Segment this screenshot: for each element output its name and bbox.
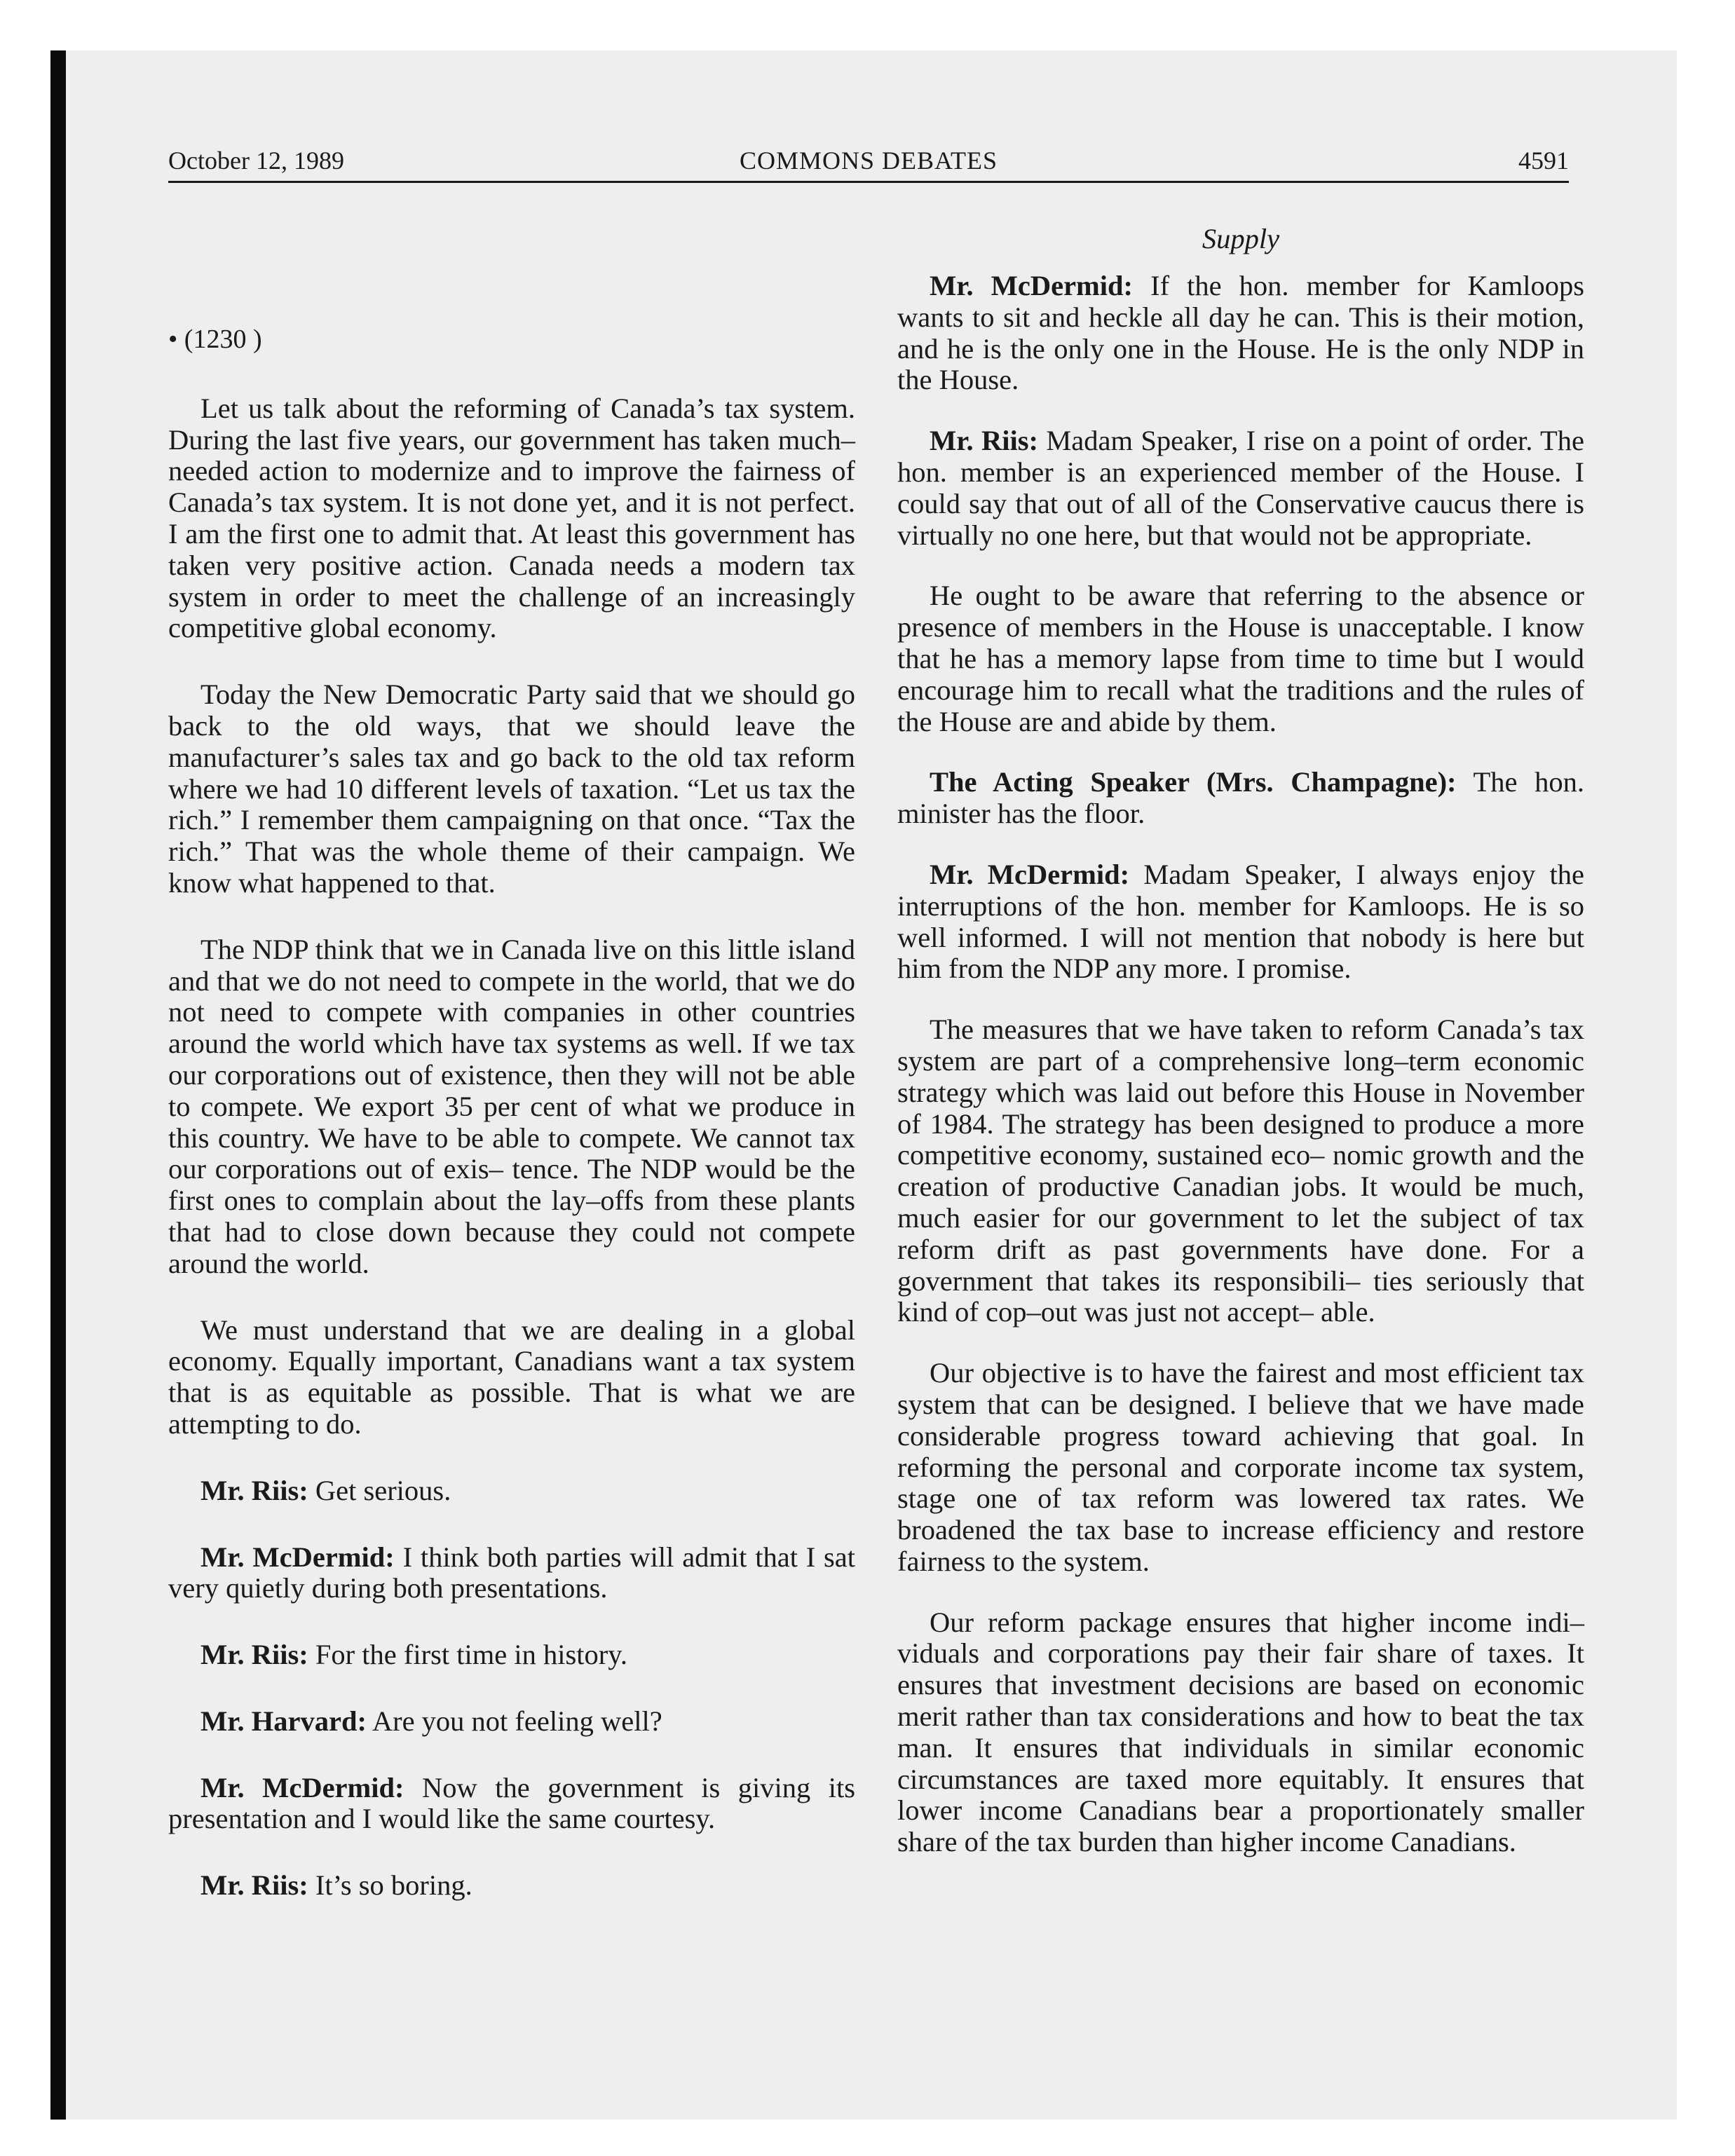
speaker-name: Mr. Riis: [200, 1639, 308, 1671]
paragraph-text: I think both parties will admit that I sat very quietly during both presentations. [168, 1541, 855, 1604]
paragraph-text: Today the New Democratic Party said that we should go back to the old ways, that we should leave the manufacturer’s sales tax and go back to the old tax reform where we had 10 different levels of taxation. “Let us tax the rich.” I remember them campaigning on that once. “Tax the rich.” That was the whole theme of their campaign. We know what happened to that. [168, 678, 855, 899]
speaker-name: Mr. Riis: [200, 1474, 308, 1506]
binding-edge-shadow [50, 50, 66, 2120]
paragraph-text: It’s so boring. [308, 1869, 472, 1902]
paragraph-text: The measures that we have taken to reform Canada’s tax system are part of a comprehensive long–term economic strategy which was laid out before this House in November of 1984. The strategy has been designed to produce a more competitive economy, sustained eco– nomic growth and the creation of productive Canadian jobs. It would be much, much easier for our government to let the subject of tax reform drift as past governments have done. For a government that takes its responsibili– ties seriously that kind of cop–out was just not accept– able. [897, 1014, 1584, 1328]
header-journal-title: COMMONS DEBATES [739, 146, 998, 175]
paragraph-text: Get serious. [308, 1474, 451, 1506]
paragraph-text: The hon. minister has the floor. [897, 766, 1584, 830]
paragraph-text: For the first time in history. [308, 1639, 627, 1671]
paragraph-text: Our reform package ensures that higher income indi– viduals and corporations pay their fair share of taxes. It ensures that investment decisions are based on economic merit rather than tax considerations and how to beat the tax man. It ensures that individuals in similar economic circumstances are taxed more equitably. It ensures that lower income Canadians bear a proportionately smaller share of the tax burden than higher income Canadians. [897, 1606, 1584, 1858]
paragraph-text: If the hon. member for Kamloops wants to sit and heckle all day he can. This is their motion, and he is the only one in the House. He is the only NDP in the House. [897, 270, 1584, 396]
header-rule [168, 181, 1569, 183]
header-page-number: 4591 [1518, 146, 1569, 175]
speaker-name: Mr. McDermid: [930, 858, 1130, 890]
speech-paragraph [897, 767, 1584, 830]
speech-paragraph [897, 271, 1584, 396]
paragraph [897, 580, 1584, 737]
header-date: October 12, 1989 [168, 146, 344, 175]
speaker-name: Mr. Harvard: [200, 1705, 367, 1737]
section-heading-spacer [168, 221, 855, 257]
left-column [168, 210, 855, 1937]
right-column [897, 210, 1584, 1888]
time-stamp: • (1230 ) [168, 325, 262, 354]
paragraph [897, 1358, 1584, 1578]
paragraph-text: We must understand that we are dealing in a global economy. Equally important, Canadians want a tax system that is as equitable as possible. That is what we are attempting to do. [168, 1314, 855, 1440]
paragraph-text: Now the government is giving its presentation and I would like the same courtesy. [168, 1771, 855, 1835]
speaker-name: Mr. McDermid: [200, 1771, 404, 1803]
paragraph [168, 679, 855, 899]
paragraph [897, 1607, 1584, 1858]
speech-paragraph [168, 1475, 855, 1507]
speech-paragraph [168, 1706, 855, 1738]
speaker-name: Mr. McDermid: [930, 270, 1134, 301]
paragraph-text: Madam Speaker, I always enjoy the interruptions of the hon. member for Kamloops. He is so well informed. I will not mention that nobody is here but him from the NDP any more. I promise. [897, 858, 1585, 985]
speech-paragraph [168, 1870, 855, 1902]
paragraph-text: Madam Speaker, I rise on a point of order. The hon. member is an experienced member of the House. I could say that out of all of the Conservative caucus there is virtually no one here, but that would not be appropriate. [897, 425, 1584, 551]
paragraph [168, 1315, 855, 1440]
speech-paragraph [168, 1773, 855, 1836]
speaker-name: Mr. Riis: [200, 1869, 308, 1902]
paragraph [168, 393, 855, 644]
speaker-name: Mr. McDermid: [200, 1541, 395, 1573]
paragraph-text: Let us talk about the reforming of Canada’s tax system. During the last five years, our government has taken much–needed action to modernize and to improve the fairness of Canada’s tax system. It is not done yet, and it is not perfect. I am the first one to admit that. At least this government has taken very positive action. Canada needs a modern tax system in order to meet the challenge of an increasingly competitive global economy. [168, 392, 855, 644]
section-heading: Supply [1202, 223, 1280, 254]
speaker-name: Mr. Riis: [930, 425, 1038, 457]
speech-paragraph [897, 859, 1584, 985]
speech-paragraph [168, 1639, 855, 1671]
speech-paragraph [897, 425, 1584, 551]
speech-paragraph [168, 1542, 855, 1605]
paragraph-text: The NDP think that we in Canada live on this little island and that we do not need to compete in the world, that we do not need to compete with companies in other countries around the world which have tax systems as well. If we tax our corporations out of existence, then they will not be able to compete. We export 35 per cent of what we produce in this country. We have to be able to compete. We cannot tax our corporations out of exis– tence. The NDP would be the first ones to complain about the lay–offs from these plants that had to close down because they could not compete around the world. [168, 933, 855, 1279]
paragraph [168, 934, 855, 1280]
speaker-name: The Acting Speaker (Mrs. Champagne): [930, 766, 1457, 798]
paragraph-text: He ought to be aware that referring to the absence or presence of members in the House is unacceptable. I know that he has a memory lapse from time to time but I would encourage him to recall what the traditions and the rules of the House are and abide by them. [897, 580, 1584, 737]
paragraph-text: Our objective is to have the fairest and most efficient tax system that can be designed. I believe that we have made considerable progress toward achieving that goal. In reforming the personal and corporate income tax system, stage one of tax reform was lowered tax rates. We broadened the tax base to increase efficiency and restore fairness to the system. [897, 1357, 1584, 1577]
paragraph [897, 1014, 1584, 1328]
paragraph-text: Are you not feeling well? [366, 1705, 662, 1737]
running-head [168, 140, 1569, 182]
